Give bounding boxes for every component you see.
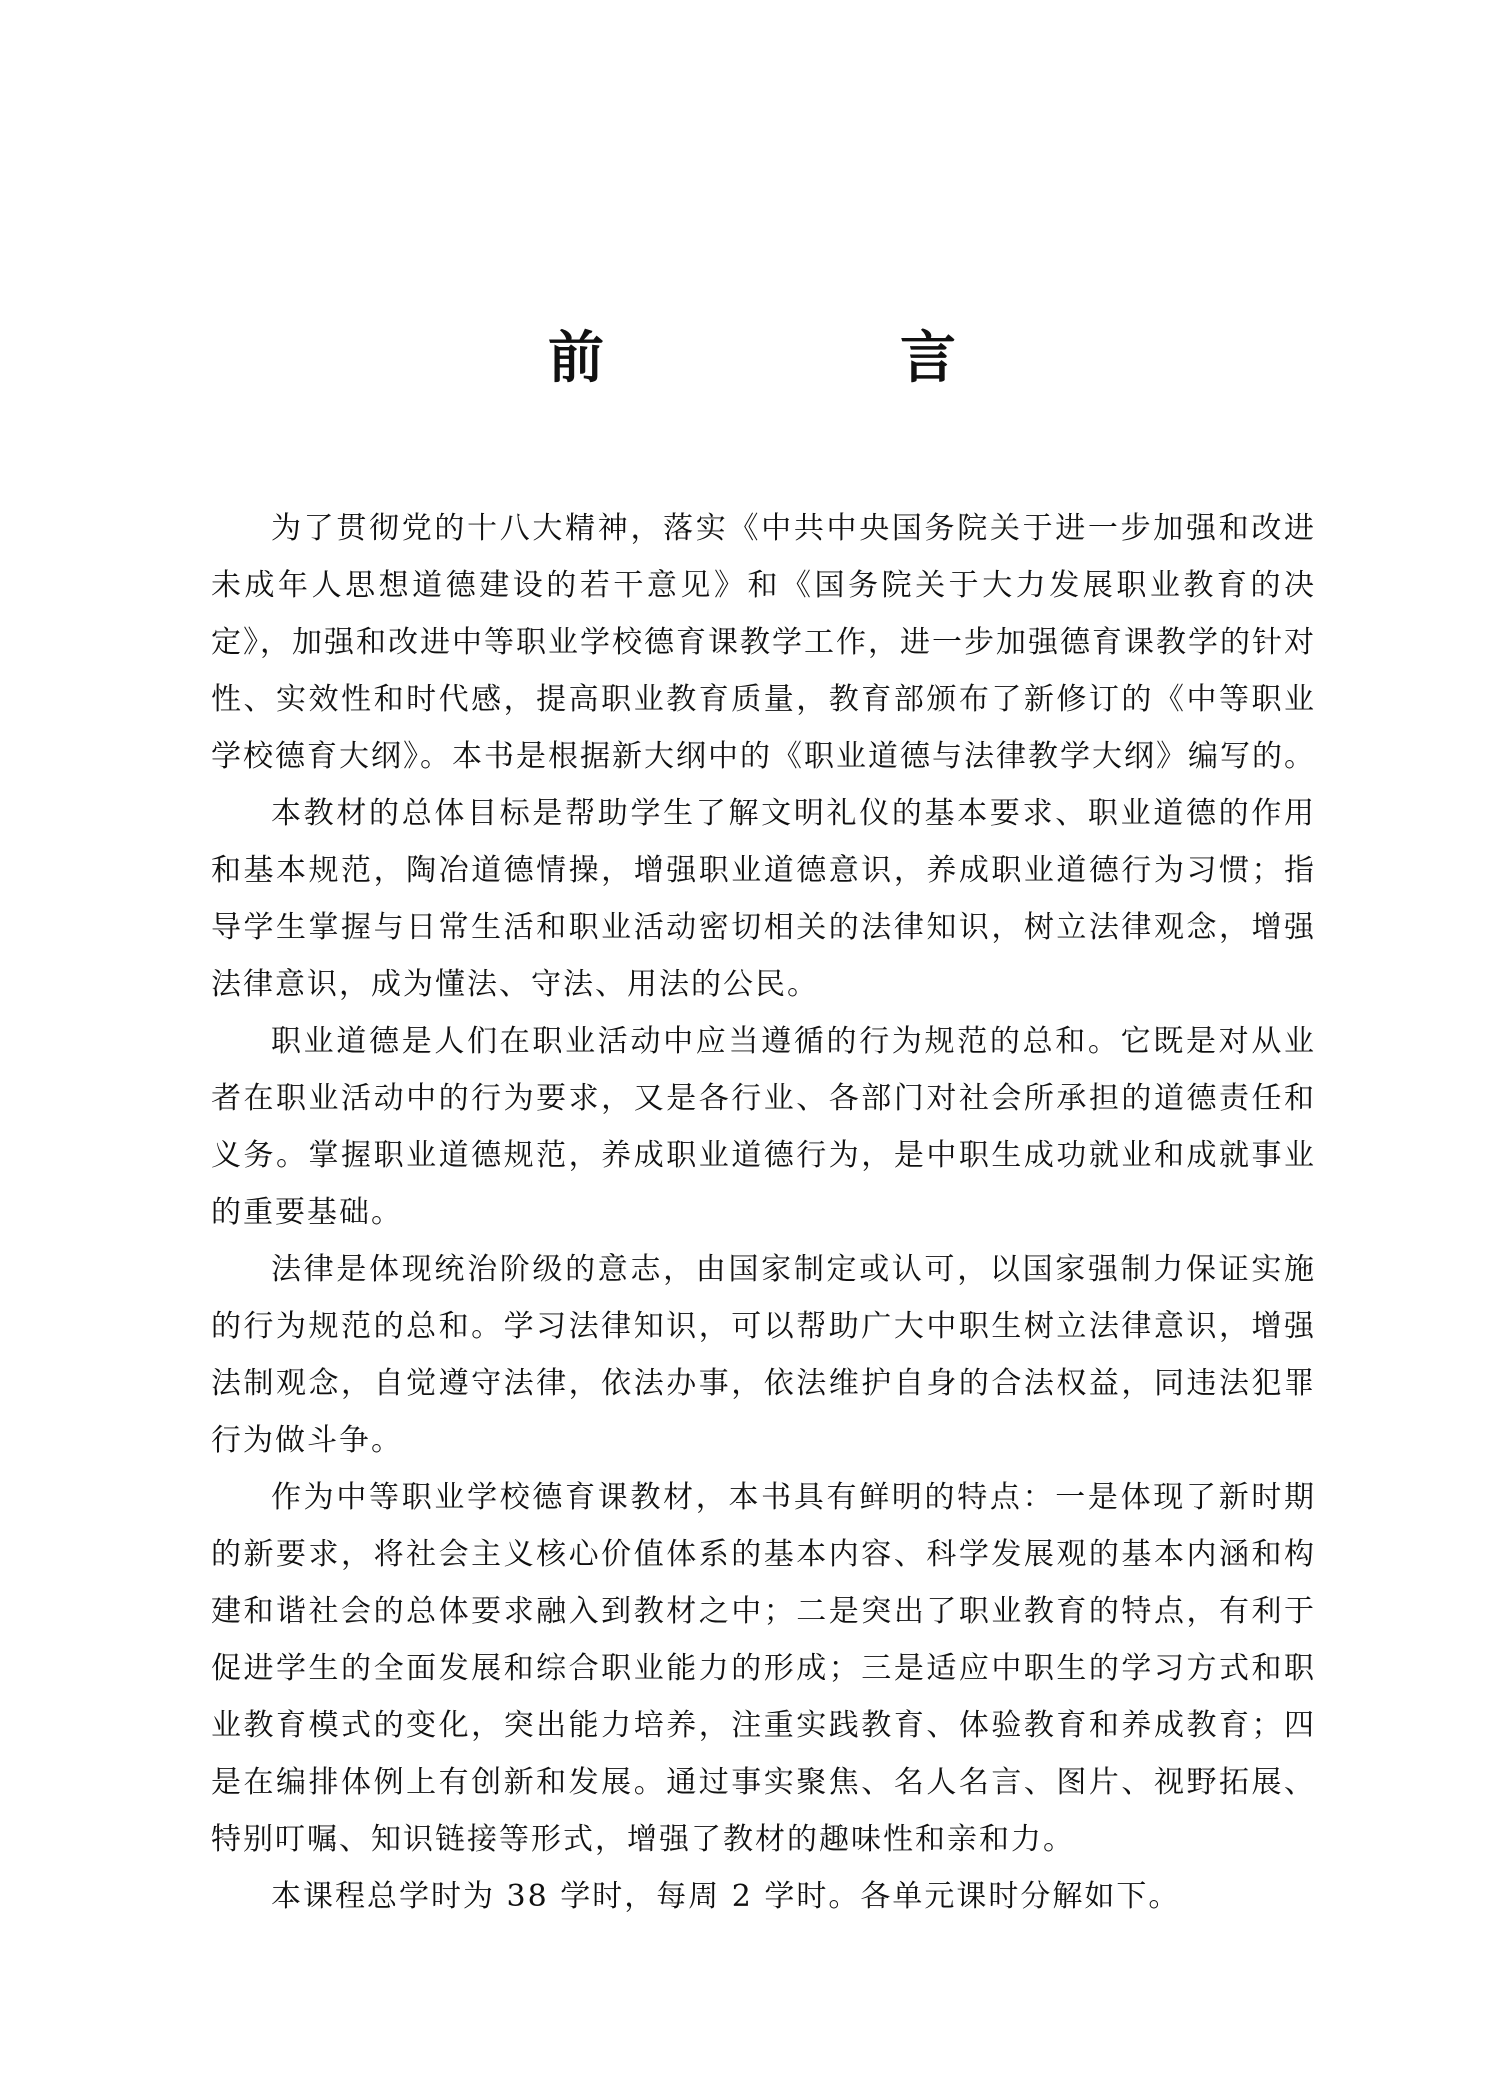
paragraph: 本教材的总体目标是帮助学生了解文明礼仪的基本要求、职业道德的作用和基本规范，陶冶道德情操，增强职业道德意识，养成职业道德行为习惯；指导学生掌握与日常生活和职业活动密切相关的法律知识，树立法律观念，增强法律意识，成为懂法、守法、用法的公民。 (211, 796, 1316, 1002)
paragraph: 为了贯彻党的十八大精神，落实《中共中央国务院关于进一步加强和改进未成年人思想道德建设的若干意见》和《国务院关于大力发展职业教育的决定》，加强和改进中等职业学校德育课教学工作，进一步加强德育课教学的针对性、实效性和时代感，提高职业教育质量，教育部颁布了新修订的《中等职业学校德育大纲》。本书是根据新大纲中的《职业道德与法律教学大纲》编写的。 (211, 511, 1316, 774)
paragraph: 作为中等职业学校德育课教材，本书具有鲜明的特点：一是体现了新时期的新要求，将社会主义核心价值体系的基本内容、科学发展观的基本内涵和构建和谐社会的总体要求融入到教材之中；二是突出了职业教育的特点，有利于促进学生的全面发展和综合职业能力的形成；三是适应中职生的学习方式和职业教育模式的变化，突出能力培养，注重实践教育、体验教育和养成教育；四是在编排体例上有创新和发展。通过事实聚焦、名人名言、图片、视野拓展、特别叮嘱、知识链接等形式，增强了教材的趣味性和亲和力。 (211, 1480, 1316, 1857)
paragraph: 职业道德是人们在职业活动中应当遵循的行为规范的总和。它既是对从业者在职业活动中的行为要求，又是各行业、各部门对社会所承担的道德责任和义务。掌握职业道德规范，养成职业道德行为，是中职生成功就业和成就事业的重要基础。 (211, 1024, 1316, 1230)
paragraph: 本课程总学时为 38 学时，每周 2 学时。各单元课时分解如下。 (271, 1879, 1181, 1914)
page-title: 前 言 (548, 325, 1076, 391)
preface-body (211, 500, 1316, 1925)
paragraph: 法律是体现统治阶级的意志，由国家制定或认可，以国家强制力保证实施的行为规范的总和。学习法律知识，可以帮助广大中职生树立法律意识，增强法制观念，自觉遵守法律，依法办事，依法维护自身的合法权益，同违法犯罪行为做斗争。 (211, 1252, 1316, 1458)
